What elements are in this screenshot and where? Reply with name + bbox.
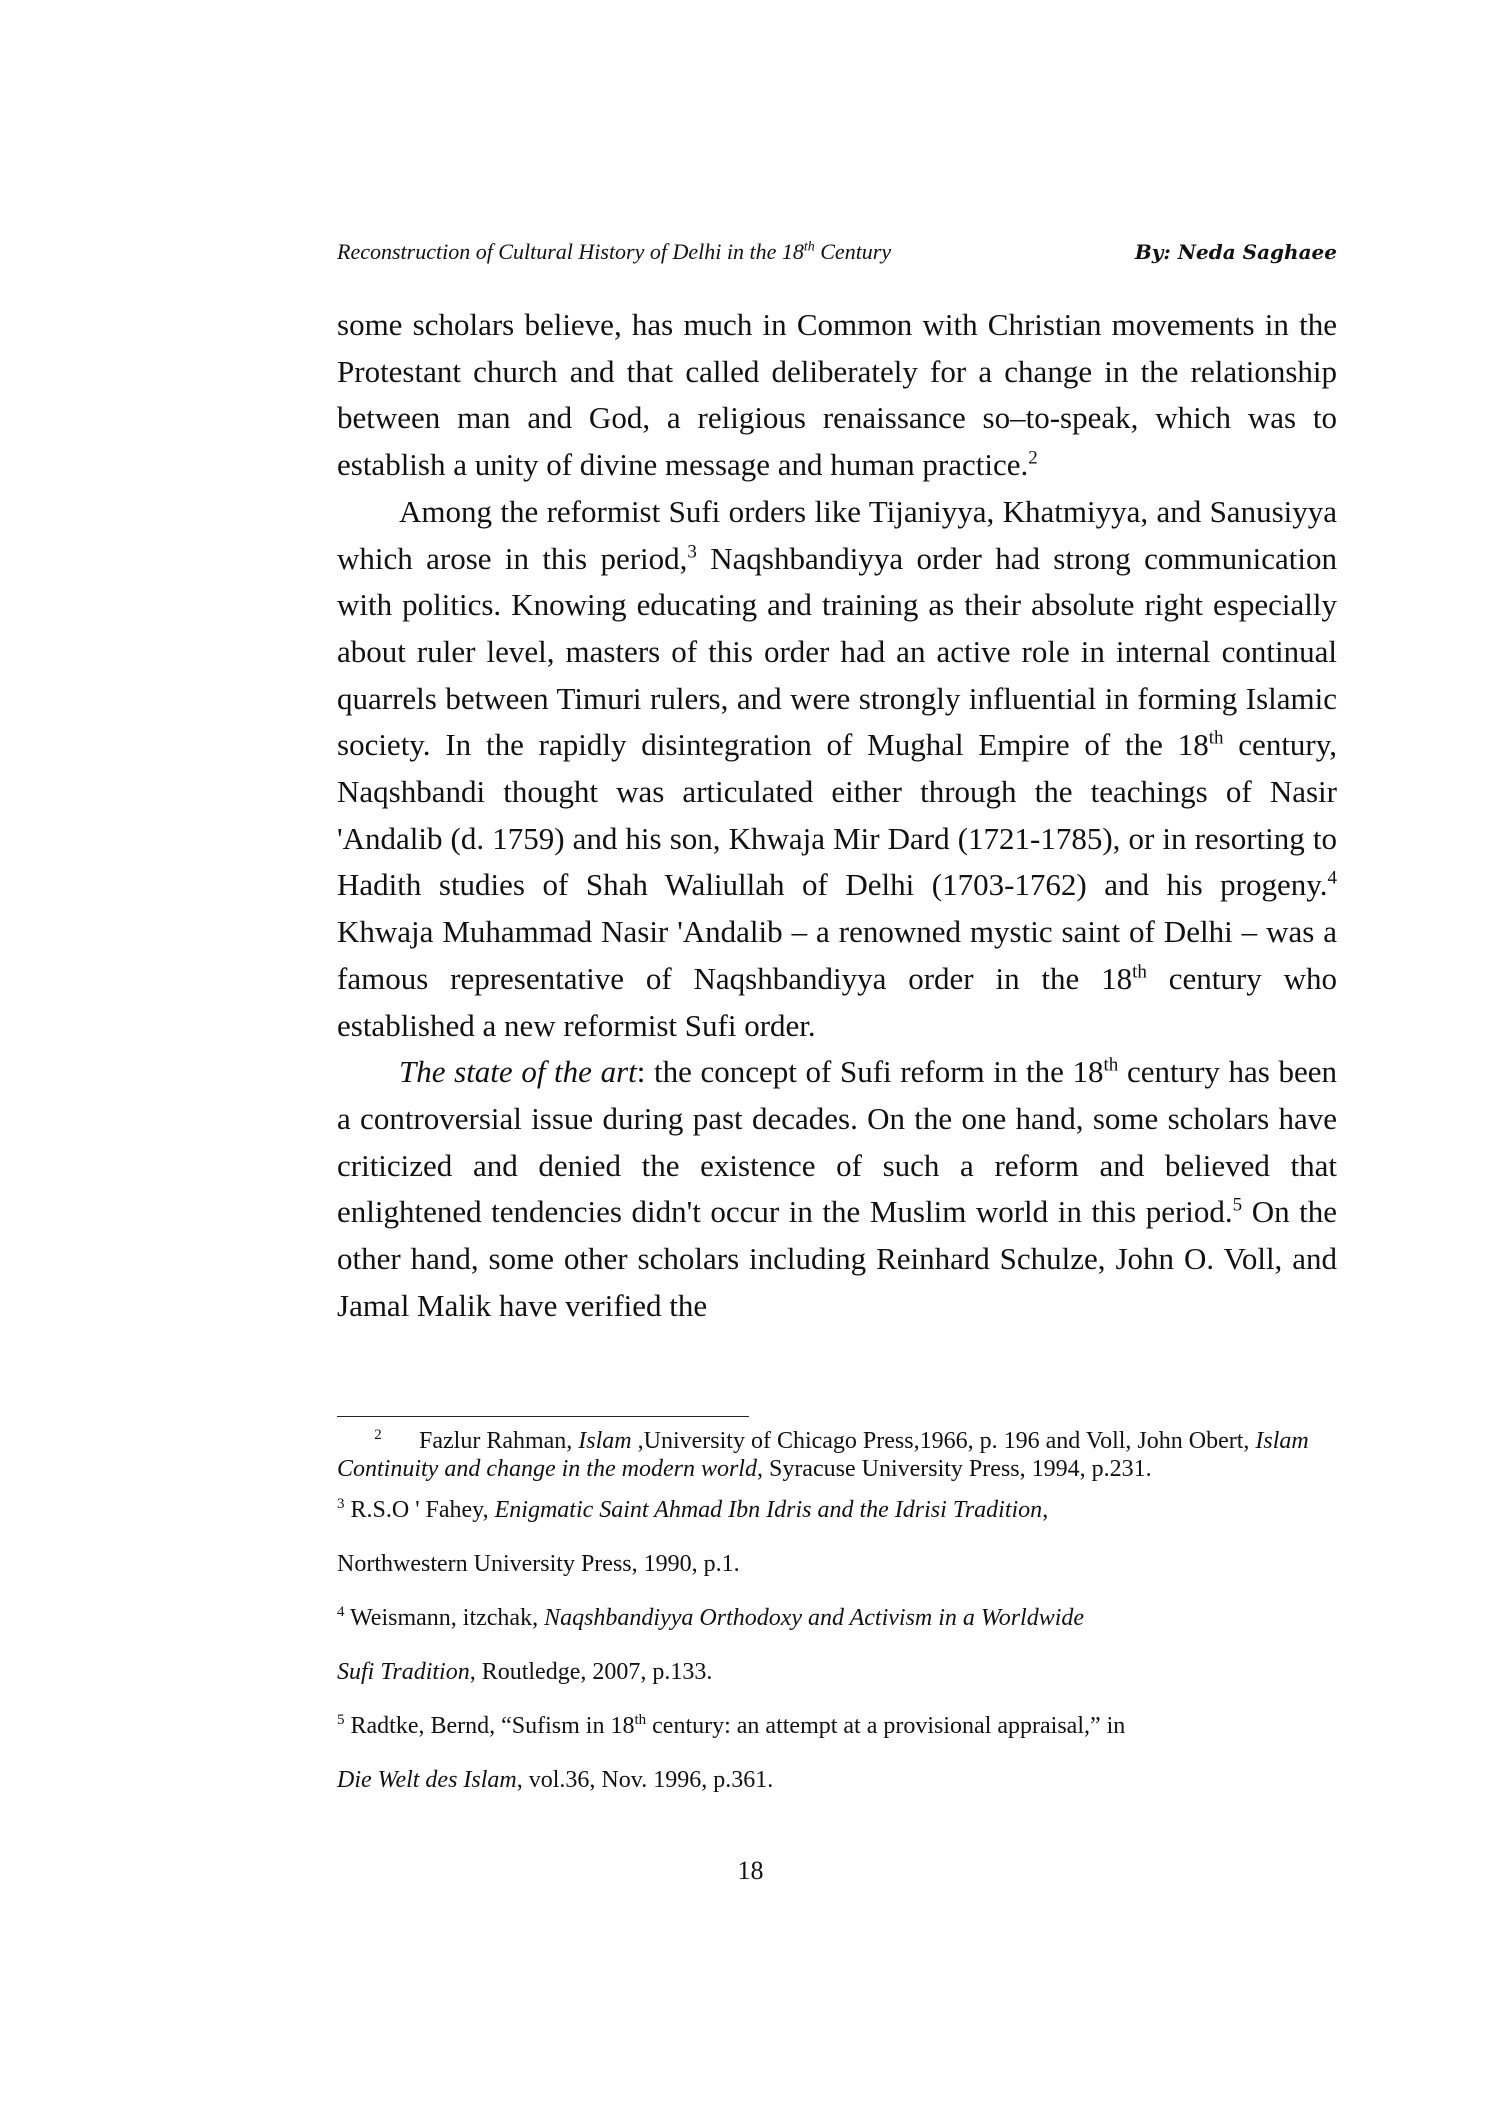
paragraph-1: some scholars believe, has much in Common with Christian movements in the Protestant church and that called deliberately for a change in the relationship between man and God, a religious renaissance so–to-speak, which was to establish a unity of divine message and human practice.$^2$ (337, 307, 1337, 483)
footnote-separator (337, 1416, 749, 1417)
paragraph-3: The state of the art: the concept of Sufi reform in the 18th century has been a controversial issue during past decades. On the one hand, some scholars have criticized and denied the existence of such a reform and believed that enlightened tendencies didn't occur in the Muslim world in this period.$^5$ On the other hand, some other scholars including Reinhard Schulze, John O. Voll, and Jamal Malik have verified the (337, 1054, 1338, 1323)
footnote-4: $^4$ Weismann, itzchak, Naqshbandiyya Orthodoxy and Activism in a Worldwide Sufi Tradition, Routledge, 2007, p.133. (337, 1604, 1085, 1685)
body-text (337, 302, 1337, 1329)
running-header (337, 236, 1337, 268)
header-author: By: Neda Saghaee (1134, 240, 1337, 264)
footnote-3: $^3$ R.S.O ' Fahey, Enigmatic Saint Ahmad Ibn Idris and the Idrisi Tradition, Northwestern University Press, 1990, p.1. (337, 1496, 1049, 1577)
footnote-ref-5[interactable]: 5 (1232, 1195, 1243, 1217)
footnote-ref-4[interactable]: 4 (1327, 868, 1337, 890)
footnote-ref-3[interactable]: 3 (687, 541, 697, 563)
footnotes (337, 1428, 1337, 1807)
header-title: Reconstruction of Cultural History of Delhi in the 18th Century (337, 239, 892, 264)
footnote-ref-2[interactable]: 2 (1028, 447, 1038, 469)
paragraph-2: Among the reformist Sufi orders like Tijaniyya, Khatmiyya, and Sanusiyya which arose in this period,$^3$ Naqshbandiyya order had strong communication with politics. Knowing educating and training as their absolute right especially about ruler level, masters of this order had an active role in internal continual quarrels between Timuri rulers, and were strongly influential in forming Islamic society. In the rapidly disintegration of Mughal Empire of the 18th century, Naqshbandi thought was articulated either through the teachings of Nasir 'Andalib (d. 1759) and his son, Khwaja Mir Dard (1721-1785), or in resorting to Hadith studies of Shah Waliullah of Delhi (1703-1762) and his progeny.$^4$ Khwaja Muhammad Nasir 'Andalib – a renowned mystic saint of Delhi – was a famous representative of Naqshbandiyya order in the 18th century who established a new reformist Sufi order. (337, 493, 1337, 1043)
page-number: 18 (737, 1856, 764, 1885)
footnote-2: $^2$ Fazlur Rahman, Islam ,University of Chicago Press,1966, p. 196 and Voll, John Obert, Islam Continuity and change in the modern world, Syracuse University Press, 1994, p.231. (337, 1427, 1309, 1482)
footnote-5: $^5$ Radtke, Bernd, “Sufism in 18th century: an attempt at a provisional appraisal,” in Die Welt des Islam, vol.36, Nov. 1996, p.361. (337, 1712, 1126, 1793)
